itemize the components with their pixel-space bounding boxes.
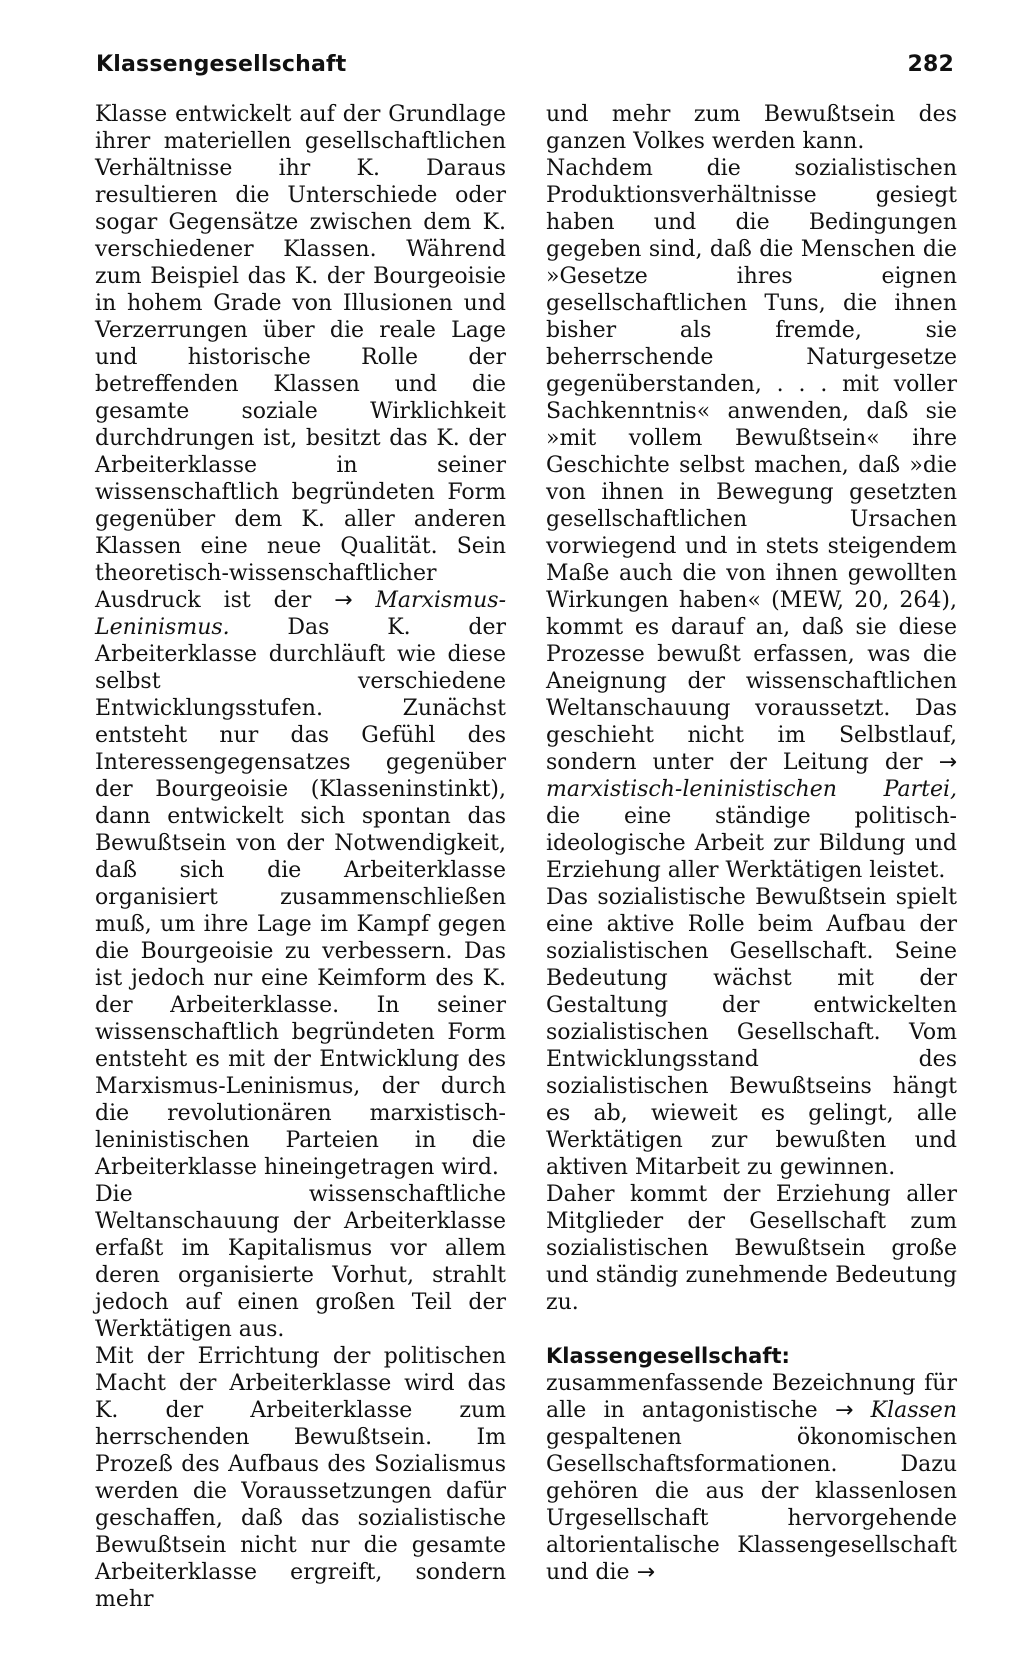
right-column bbox=[546, 101, 957, 1586]
cross-reference-arrow-icon: → bbox=[636, 1560, 655, 1585]
cross-reference-arrow-icon: → bbox=[938, 750, 957, 775]
cross-reference-link[interactable]: marxistisch-leninistischen Partei, bbox=[546, 777, 957, 802]
entry-text: zusammenfassende Bezeichnung für alle in antagonistische bbox=[546, 1371, 957, 1423]
running-head bbox=[96, 52, 954, 77]
running-head-title: Klassengesellschaft bbox=[96, 52, 347, 77]
paragraph: Daher kommt der Erziehung aller Mitglieder der Gesellschaft zum sozialistischen Bewußtsein große und ständig zunehmende Bedeutung zu. bbox=[546, 1182, 957, 1315]
paragraph: Mit der Errichtung der politischen Macht der Arbeiterklasse wird das K. der Arbeiterklasse zum herrschenden Bewußtsein. Im Prozeß des Aufbaus des Sozialismus werden die Voraussetzungen dafür geschaffen, daß das sozialistische Bewußtsein nicht nur die gesamte Arbeiterklasse ergreift, sondern mehr bbox=[95, 1344, 506, 1612]
cross-reference-link[interactable]: Marxismus-Leninismus. bbox=[95, 588, 507, 640]
paragraph: und mehr zum Bewußtsein des ganzen Volkes werden kann. bbox=[546, 102, 957, 154]
paragraph bbox=[546, 155, 957, 884]
paragraph bbox=[95, 101, 506, 1181]
paragraph: Die wissenschaftliche Weltanschauung der Arbeiterklasse erfaßt im Kapitalismus vor allem deren organisierte Vorhut, strahlt jedoch auf einen großen Teil der Werktätigen aus. bbox=[95, 1182, 506, 1342]
cross-reference-arrow-icon: → bbox=[334, 588, 353, 613]
cross-reference-link[interactable]: Klassen bbox=[870, 1398, 957, 1423]
entry-headword: Klassengesellschaft: bbox=[546, 1344, 790, 1368]
cross-reference-arrow-icon: → bbox=[834, 1398, 854, 1423]
paragraph-text: die eine ständige politisch-ideologische Arbeit zur Bildung und Erziehung aller Werktätigen leistet. bbox=[546, 804, 957, 883]
left-column bbox=[95, 101, 506, 1613]
paragraph-text: Nachdem die sozialistischen Produktionsverhältnisse gesiegt haben und die Bedingungen gegeben sind, daß die Menschen die »Gesetze ihres eignen gesellschaftlichen Tuns, die ihnen bisher als fremde, sie beherrschende Naturgesetze gegenüberstanden, . . . mit voller Sachkenntnis« anwenden, daß sie »mit vollem Bewußtsein« ihre Geschichte selbst machen, daß »die von ihnen in Bewegung gesetzten gesellschaftlichen Ursachen vorwiegend und in stets steigendem Maße auch die von ihnen gewollten Wirkungen haben« (MEW, 20, 264), kommt es darauf an, daß sie diese Prozesse bewußt erfassen, was die Aneignung der wissenschaftlichen Weltanschauung voraussetzt. Das geschieht nicht im Selbstlauf, sondern unter der Leitung der bbox=[546, 156, 957, 775]
page-number: 282 bbox=[907, 52, 954, 77]
paragraph-text: Das K. der Arbeiterklasse durchläuft wie diese selbst verschiedene Entwicklungsstufen. Zunächst entsteht nur das Gefühl des Interessengegensatzes gegenüber der Bourgeoisie (Klasseninstinkt), dann entwickelt sich spontan das Bewußtsein von der Notwendigkeit, daß sich die Arbeiterklasse organisiert zusammenschließen muß, um ihre Lage im Kampf gegen die Bourgeoisie zu verbessern. Das ist jedoch nur eine Keimform des K. der Arbeiterklasse. In seiner wissenschaftlich begründeten Form entsteht es mit der Entwicklung des Marxismus-Leninismus, der durch die revolutionären marxistisch-leninistischen Parteien in die Arbeiterklasse hineingetragen wird. bbox=[95, 615, 506, 1180]
paragraph: Das sozialistische Bewußtsein spielt eine aktive Rolle beim Aufbau der sozialistischen Gesellschaft. Seine Bedeutung wächst mit der Gestaltung der entwickelten sozialistischen Gesellschaft. Vom Entwicklungsstand des sozialistischen Bewußtseins hängt es ab, wieweit es gelingt, alle Werktätigen zur bewußten und aktiven Mitarbeit zu gewinnen. bbox=[546, 885, 957, 1180]
dictionary-entry bbox=[546, 1343, 957, 1586]
entry-text: gespaltenen ökonomischen Gesellschaftsformationen. Dazu gehören die aus der klassenlosen Urgesellschaft hervorgehende altorientalische Klassengesellschaft und die bbox=[546, 1425, 957, 1585]
paragraph-text: Klasse entwickelt auf der Grundlage ihrer materiellen gesellschaftlichen Verhältnisse ihr K. Daraus resultieren die Unterschiede oder sogar Gegensätze zwischen dem K. verschiedener Klassen. Während zum Beispiel das K. der Bourgeoisie in hohem Grade von Illusionen und Verzerrungen über die reale Lage und historische Rolle der betreffenden Klassen und die gesamte soziale Wirklichkeit durchdrungen ist, besitzt das K. der Arbeiterklasse in seiner wissenschaftlich begründeten Form gegenüber dem K. aller anderen Klassen eine neue Qualität. Sein theoretisch-wissenschaftlicher Ausdruck ist der bbox=[95, 102, 506, 613]
